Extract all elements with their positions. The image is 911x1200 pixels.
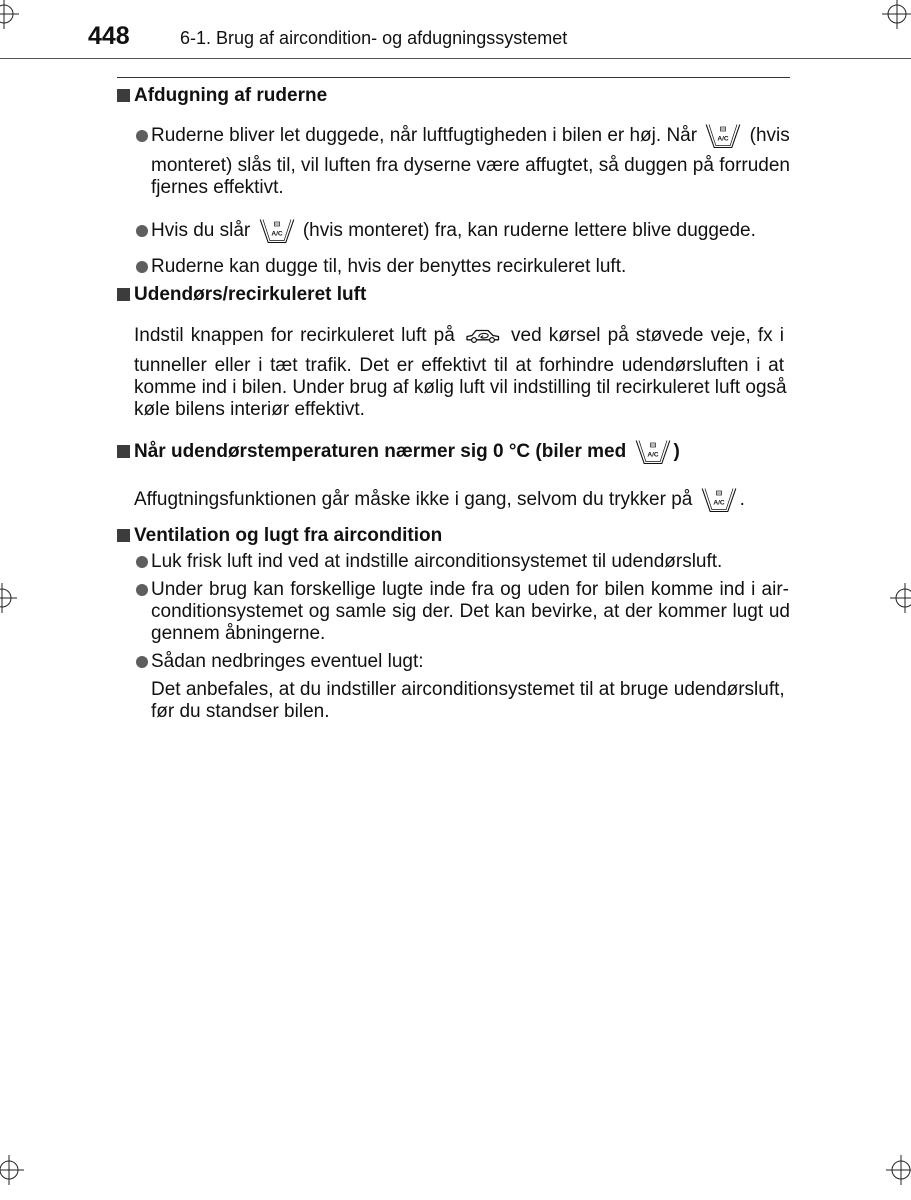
registration-mark — [0, 1155, 24, 1185]
line-text: monteret) slås til, vil luften fra dyserne være affugtet, så duggen på forruden — [151, 155, 790, 176]
line-text: conditionsystemet og samle sig der. Det kan bevirke, at der kommer lugt ud — [151, 601, 790, 622]
section-rule — [117, 77, 790, 78]
heading-text: Ventilation og lugt fra aircondition — [134, 525, 443, 546]
line-text: Ruderne kan dugge til, hvis der benyttes recirkuleret luft. — [151, 256, 627, 277]
ac-icon-label: A/C — [270, 230, 283, 238]
line-text: gennem åbningerne. — [151, 623, 326, 644]
list-item-line — [136, 256, 626, 278]
header-rule — [0, 58, 911, 59]
bullet-icon — [136, 656, 148, 668]
heading-square-icon — [117, 288, 130, 301]
line-text: Det anbefales, at du indstiller airconditionsystemet til at bruge udendørsluft, — [151, 679, 785, 700]
heading-text: Når udendørstemperaturen nærmer sig 0 °C (biler med — [134, 441, 627, 462]
line-text: før du standser bilen. — [151, 701, 330, 722]
running-header: 6-1. Brug af aircondition- og afdugningssystemet — [180, 28, 568, 48]
registration-mark — [886, 1155, 911, 1185]
registration-mark — [890, 583, 911, 613]
line-text: Affugtningsfunktionen går måske ikke i gang, selvom du trykker på — [134, 489, 693, 510]
registration-mark — [0, 583, 17, 613]
recirculation-icon — [465, 327, 501, 345]
line-text: Luk frisk luft ind ved at indstille airconditionsystemet til udendørsluft. — [151, 551, 723, 572]
list-item-line — [151, 623, 325, 645]
paragraph-line — [134, 399, 365, 421]
list-item-line — [151, 155, 790, 177]
list-item-line — [136, 551, 722, 573]
ac-button-icon — [701, 487, 737, 513]
list-item-line — [151, 601, 790, 623]
line-text: komme ind i bilen. Under brug af kølig luft vil indstilling til recirkuleret luft også — [134, 377, 787, 398]
section-heading — [117, 284, 366, 306]
line-text: ved kørsel på støvede veje, fx i — [511, 325, 784, 346]
line-text: . — [739, 489, 745, 510]
list-item-line — [151, 177, 284, 199]
line-text: køle bilens interiør effektivt. — [134, 399, 365, 420]
registration-mark — [882, 0, 911, 29]
heading-text: Udendørs/recirkuleret luft — [134, 284, 367, 305]
paragraph-line — [134, 489, 745, 511]
heading-text: Afdugning af ruderne — [134, 85, 328, 106]
paragraph-line — [134, 355, 784, 377]
heading-square-icon — [117, 89, 130, 102]
line-text: (hvis — [749, 125, 790, 146]
bullet-icon — [136, 130, 148, 142]
ac-button-icon — [259, 218, 295, 244]
line-text: (hvis monteret) fra, kan ruderne lettere blive duggede. — [302, 220, 756, 241]
ac-icon-label: A/C — [712, 499, 725, 507]
bullet-icon — [136, 584, 148, 596]
paragraph-line — [134, 377, 787, 399]
paragraph-line — [151, 679, 785, 701]
list-item-line — [136, 125, 789, 147]
line-text: Hvis du slår — [151, 220, 251, 241]
line-text: tunneller eller i tæt trafik. Det er effektivt til at forhindre udendørsluften i at — [134, 355, 784, 376]
list-item-line — [136, 579, 789, 601]
registration-mark — [0, 0, 19, 29]
list-item-line — [136, 651, 424, 673]
paragraph-line — [151, 701, 329, 723]
bullet-icon — [136, 225, 148, 237]
ac-button-icon — [635, 439, 671, 465]
paragraph-line — [134, 325, 784, 347]
section-heading — [117, 441, 680, 463]
heading-text: ) — [673, 441, 680, 462]
list-item-line — [136, 220, 756, 242]
heading-square-icon — [117, 445, 130, 458]
heading-square-icon — [117, 529, 130, 542]
ac-button-icon — [705, 123, 741, 149]
bullet-icon — [136, 556, 148, 568]
section-heading — [117, 525, 442, 547]
page-number: 448 — [88, 22, 130, 50]
line-text: fjernes effektivt. — [151, 177, 284, 198]
section-heading — [117, 85, 327, 107]
line-text: Under brug kan forskellige lugte inde fra og uden for bilen komme ind i air- — [151, 579, 789, 600]
ac-icon-label: A/C — [646, 451, 659, 459]
line-text: Ruderne bliver let duggede, når luftfugtigheden i bilen er høj. Når — [151, 125, 698, 146]
line-text: Sådan nedbringes eventuel lugt: — [151, 651, 424, 672]
ac-icon-label: A/C — [717, 135, 730, 143]
bullet-icon — [136, 261, 148, 273]
line-text: Indstil knappen for recirkuleret luft på — [134, 325, 455, 346]
